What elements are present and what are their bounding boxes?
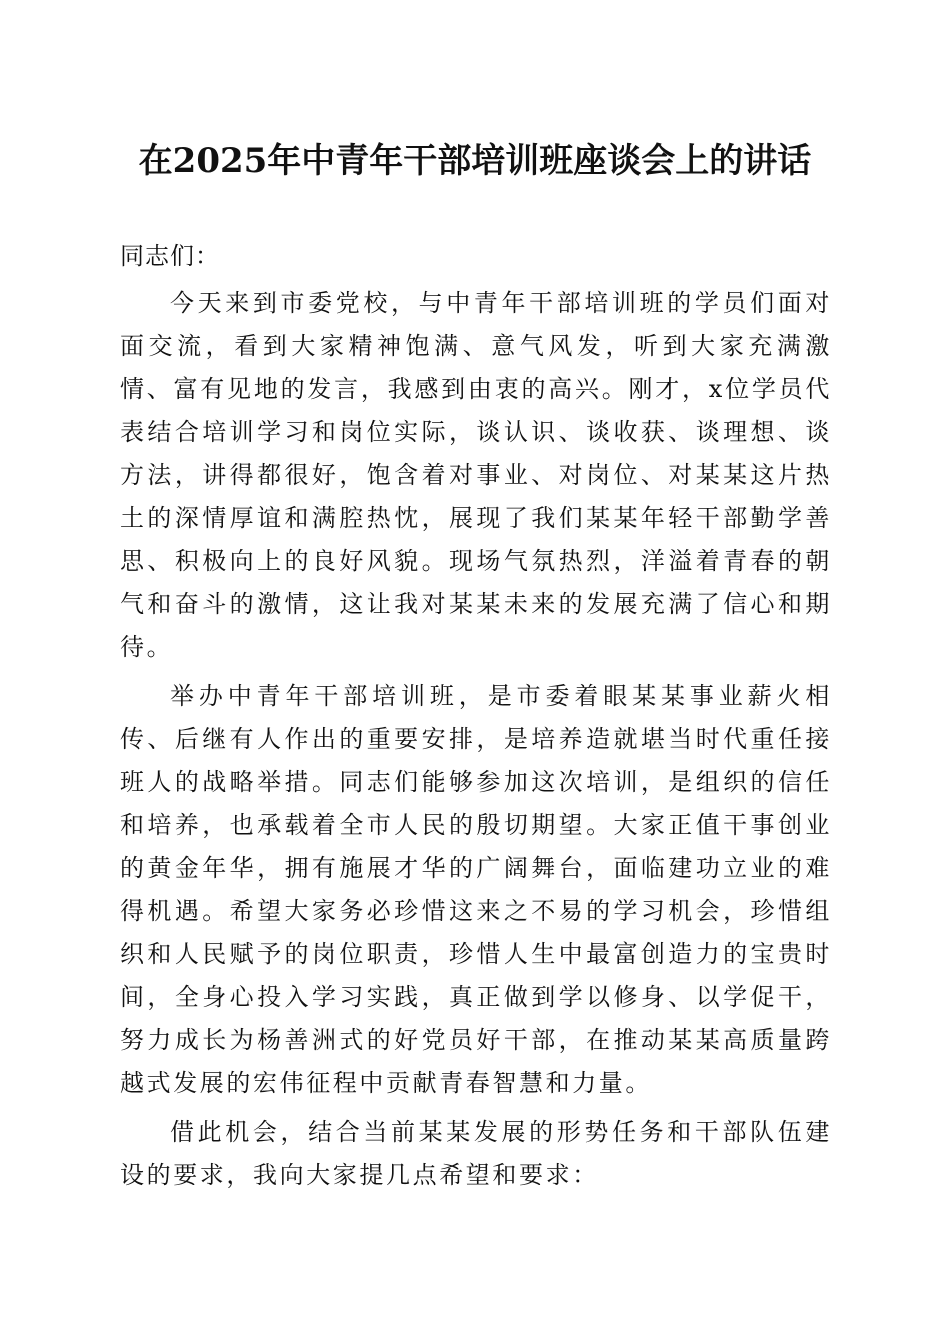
document-title: 在2025年中青年干部培训班座谈会上的讲话 <box>138 141 812 181</box>
document-body <box>120 235 832 1197</box>
paragraph-3: 借此机会，结合当前某某发展的形势任务和干部队伍建设的要求，我向大家提几点希望和要求： <box>120 1118 832 1189</box>
paragraph-2: 举办中青年干部培训班，是市委着眼某某事业薪火相传、后继有人作出的重要安排，是培养造就堪当时代重任接班人的战略举措。同志们能够参加这次培训，是组织的信任和培养，也承载着全市人民的殷切期望。大家正值干事创业的黄金年华，拥有施展才华的广阔舞台，面临建功立业的难得机遇。希望大家务必珍惜这来之不易的学习机会，珍惜组织和人民赋予的岗位职责，珍惜人生中最富创造力的宝贵时间，全身心投入学习实践，真正做到学以修身、以学促干，努力成长为杨善洲式的好党员好干部，在推动某某高质量跨越式发展的宏伟征程中贡献青春智慧和力量。 <box>120 682 832 1097</box>
paragraph-1: 今天来到市委党校，与中青年干部培训班的学员们面对面交流，看到大家精神饱满、意气风发，听到大家充满激情、富有见地的发言，我感到由衷的高兴。刚才，x位学员代表结合培训学习和岗位实际，谈认识、谈收获、谈理想、谈方法，讲得都很好，饱含着对事业、对岗位、对某某这片热土的深情厚谊和满腔热忱，展现了我们某某年轻干部勤学善思、积极向上的良好风貌。现场气氛热烈，洋溢着青春的朝气和奋斗的激情，这让我对某某未来的发展充满了信心和期待。 <box>120 289 832 661</box>
salutation: 同志们： <box>120 242 220 270</box>
